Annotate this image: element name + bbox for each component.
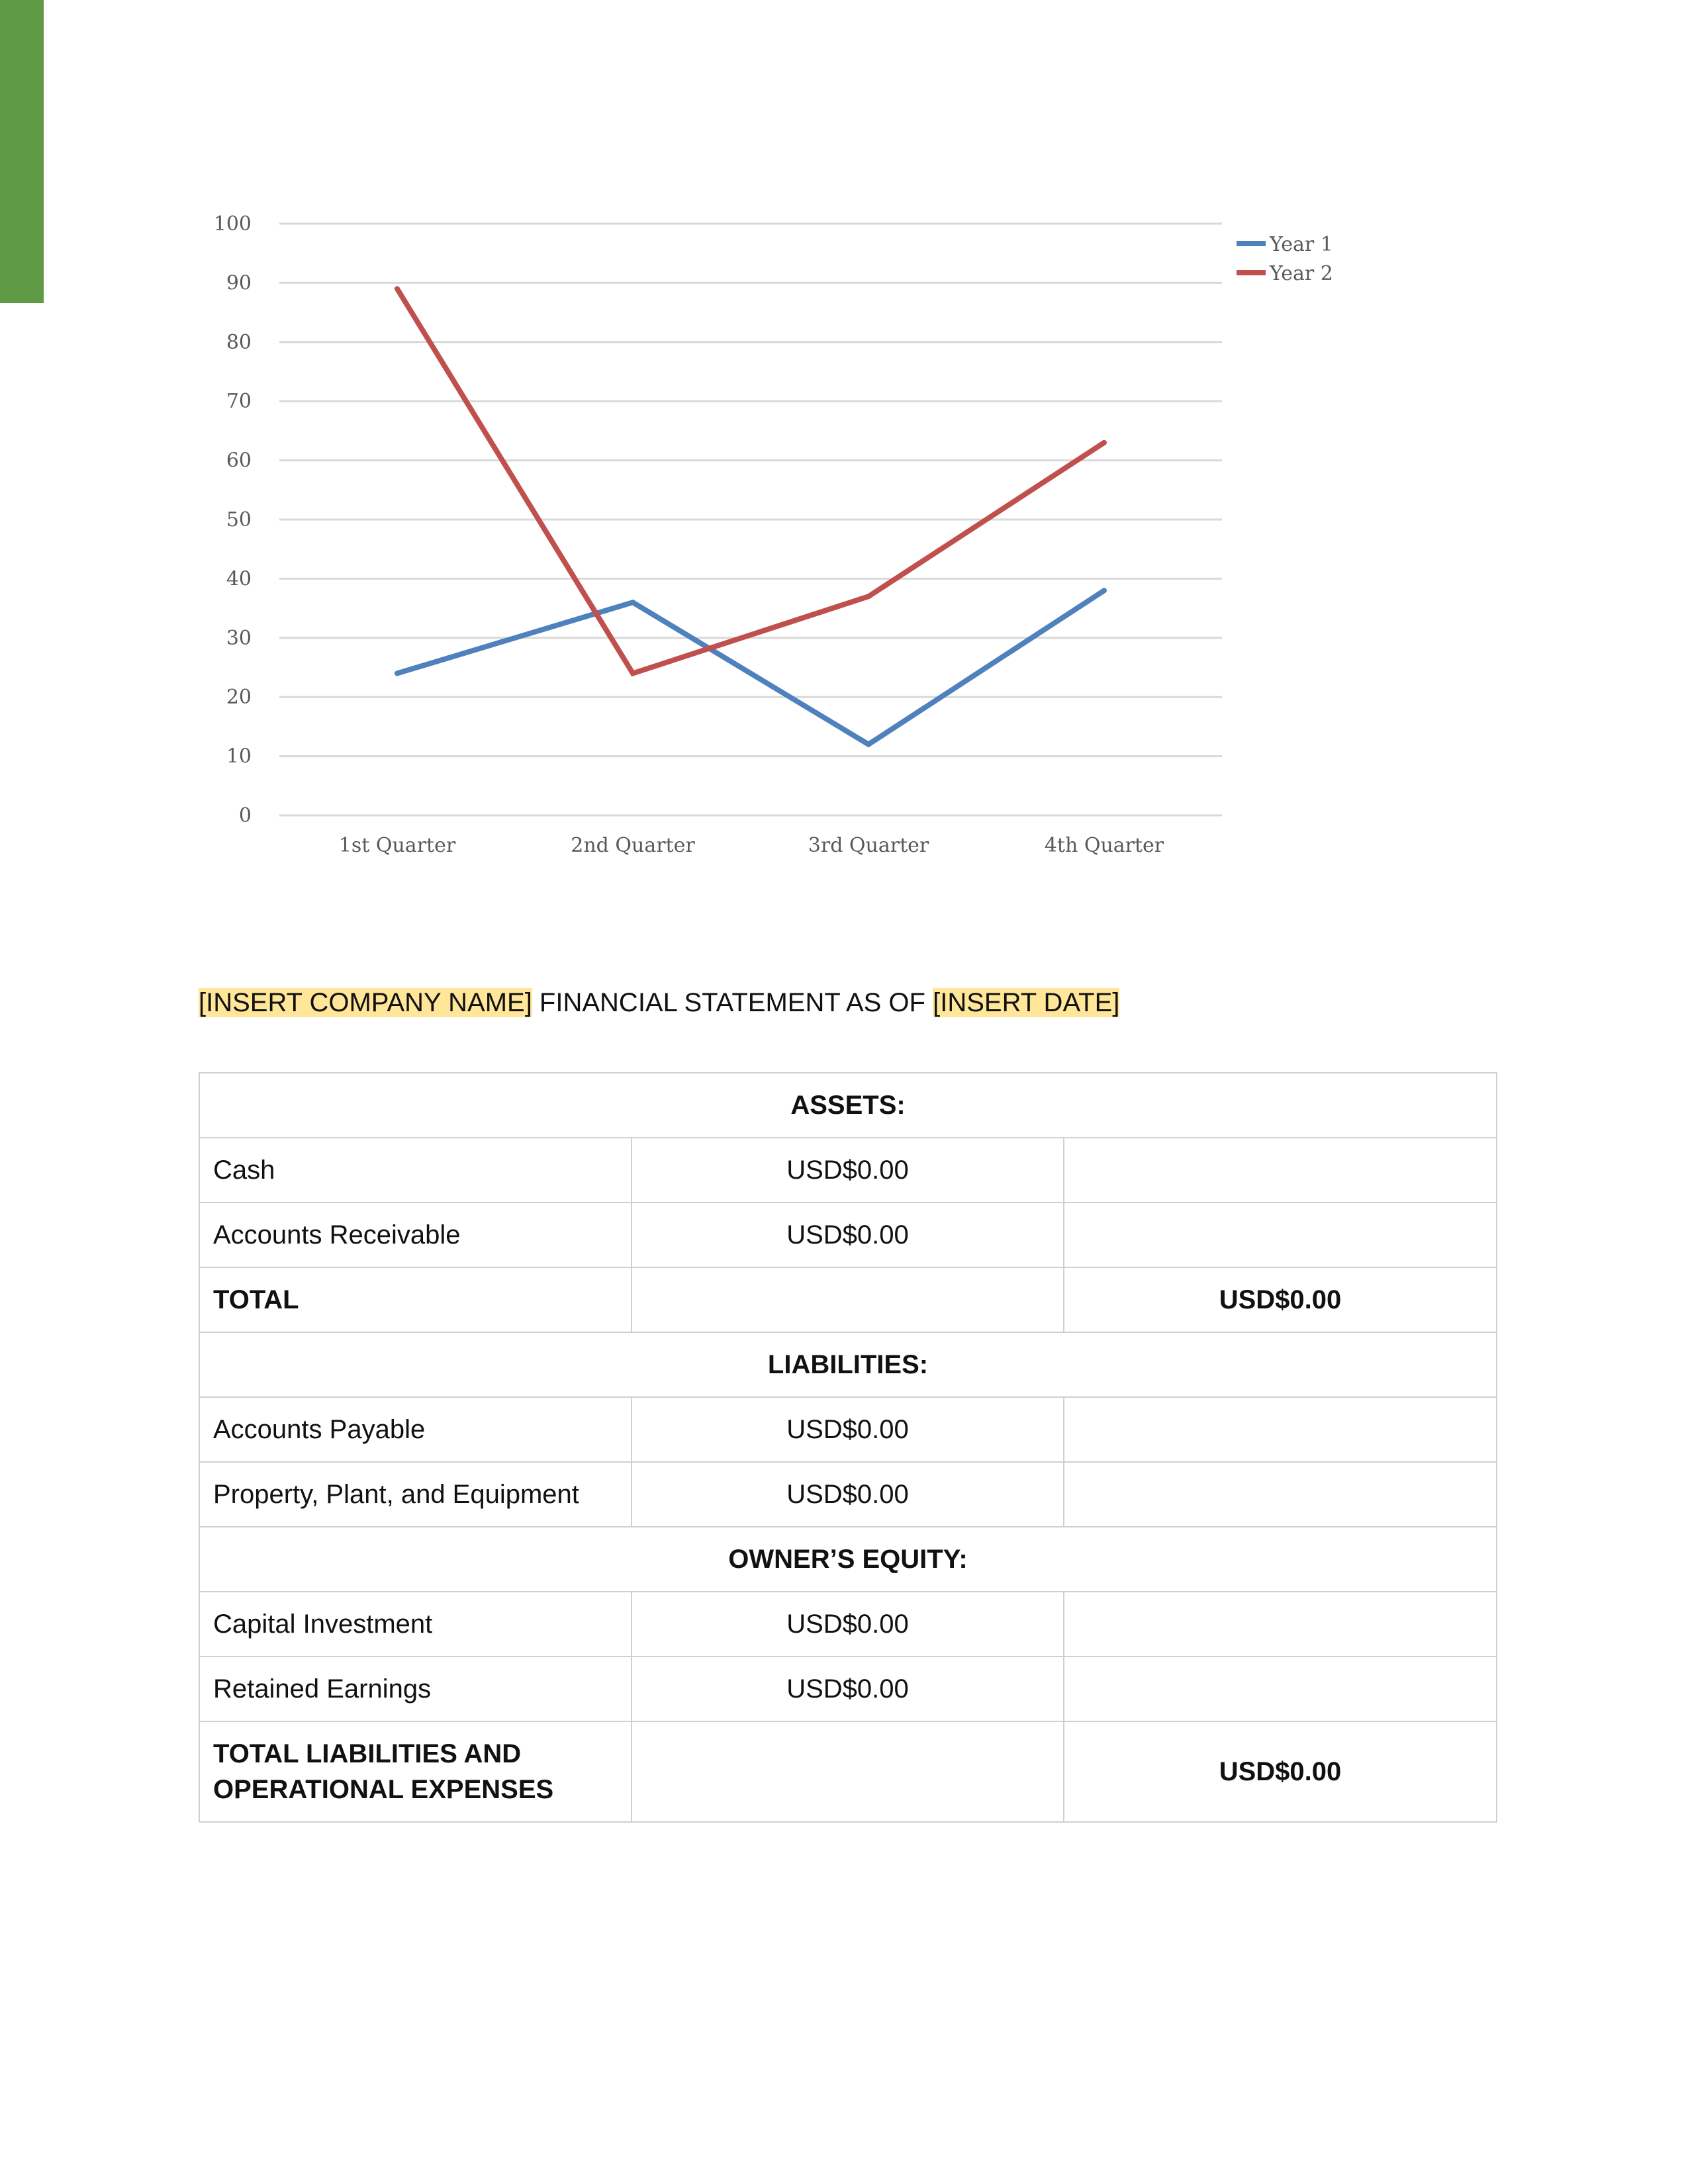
data-point	[395, 670, 400, 676]
chart-svg	[199, 199, 1390, 893]
cash-value: USD$0.00	[632, 1138, 1064, 1203]
empty-cell	[1064, 1397, 1497, 1462]
payable-label: Accounts Payable	[199, 1397, 632, 1462]
grand-total-label	[199, 1721, 632, 1822]
table-row	[199, 1267, 1497, 1332]
table-row	[199, 1138, 1497, 1203]
assets-header: ASSETS:	[199, 1073, 1497, 1138]
retained-label: Retained Earnings	[199, 1657, 632, 1721]
y-tick-label: 20	[226, 686, 252, 709]
grand-total-value: USD$0.00	[1064, 1721, 1497, 1822]
grand-total-row	[199, 1721, 1497, 1822]
table-row	[199, 1462, 1497, 1527]
table-row	[199, 1203, 1497, 1267]
data-point	[630, 670, 635, 676]
assets-header-row	[199, 1073, 1497, 1138]
heading-text: FINANCIAL STATEMENT AS OF	[532, 988, 933, 1017]
liabilities-header: LIABILITIES:	[199, 1332, 1497, 1397]
quarterly-line-chart	[199, 199, 1390, 893]
table-row	[199, 1592, 1497, 1657]
statement-heading	[199, 984, 1119, 1021]
legend-label: Year 1	[1270, 233, 1333, 256]
x-tick-label: 2nd Quarter	[571, 834, 695, 857]
y-tick-label: 70	[226, 390, 252, 414]
capital-label: Capital Investment	[199, 1592, 632, 1657]
assets-total-value: USD$0.00	[1064, 1267, 1497, 1332]
y-tick-label: 60	[226, 449, 252, 473]
legend-label: Year 2	[1270, 262, 1333, 285]
empty-cell	[1064, 1657, 1497, 1721]
receivable-value: USD$0.00	[632, 1203, 1064, 1267]
data-point	[1102, 588, 1107, 593]
company-name-placeholder: [INSERT COMPANY NAME]	[199, 988, 532, 1017]
financial-statement-table	[199, 1072, 1497, 1823]
y-tick-label: 80	[226, 330, 252, 354]
x-tick-label: 1st Quarter	[338, 834, 456, 857]
accent-bar	[0, 0, 44, 303]
x-tick-label: 3rd Quarter	[808, 834, 929, 857]
grand-total-label-line1: TOTAL LIABILITIES AND	[213, 1739, 522, 1768]
data-point	[395, 286, 400, 291]
liabilities-header-row	[199, 1332, 1497, 1397]
assets-total-label: TOTAL	[199, 1267, 632, 1332]
x-tick-label: 4th Quarter	[1044, 834, 1164, 857]
y-tick-label: 40	[226, 567, 252, 591]
y-tick-label: 0	[238, 804, 252, 827]
y-tick-label: 50	[226, 508, 252, 531]
series-line-2	[397, 289, 1104, 673]
ppe-label: Property, Plant, and Equipment	[199, 1462, 632, 1527]
grand-total-label-line2: OPERATIONAL EXPENSES	[213, 1775, 554, 1804]
table-row	[199, 1397, 1497, 1462]
y-tick-label: 30	[226, 626, 252, 650]
capital-value: USD$0.00	[632, 1592, 1064, 1657]
y-tick-label: 100	[213, 212, 252, 236]
date-placeholder: [INSERT DATE]	[933, 988, 1120, 1017]
ppe-value: USD$0.00	[632, 1462, 1064, 1527]
series-line-1	[397, 590, 1104, 744]
table-row	[199, 1657, 1497, 1721]
payable-value: USD$0.00	[632, 1397, 1064, 1462]
empty-cell	[632, 1721, 1064, 1822]
empty-cell	[1064, 1592, 1497, 1657]
receivable-label: Accounts Receivable	[199, 1203, 632, 1267]
y-tick-label: 10	[226, 745, 252, 768]
equity-header-row	[199, 1527, 1497, 1592]
data-point	[866, 594, 871, 599]
equity-header: OWNER’S EQUITY:	[199, 1527, 1497, 1592]
empty-cell	[1064, 1203, 1497, 1267]
data-point	[1102, 440, 1107, 445]
empty-cell	[632, 1267, 1064, 1332]
data-point	[630, 600, 635, 605]
y-tick-label: 90	[226, 271, 252, 295]
retained-value: USD$0.00	[632, 1657, 1064, 1721]
empty-cell	[1064, 1138, 1497, 1203]
data-point	[866, 742, 871, 747]
empty-cell	[1064, 1462, 1497, 1527]
cash-label: Cash	[199, 1138, 632, 1203]
